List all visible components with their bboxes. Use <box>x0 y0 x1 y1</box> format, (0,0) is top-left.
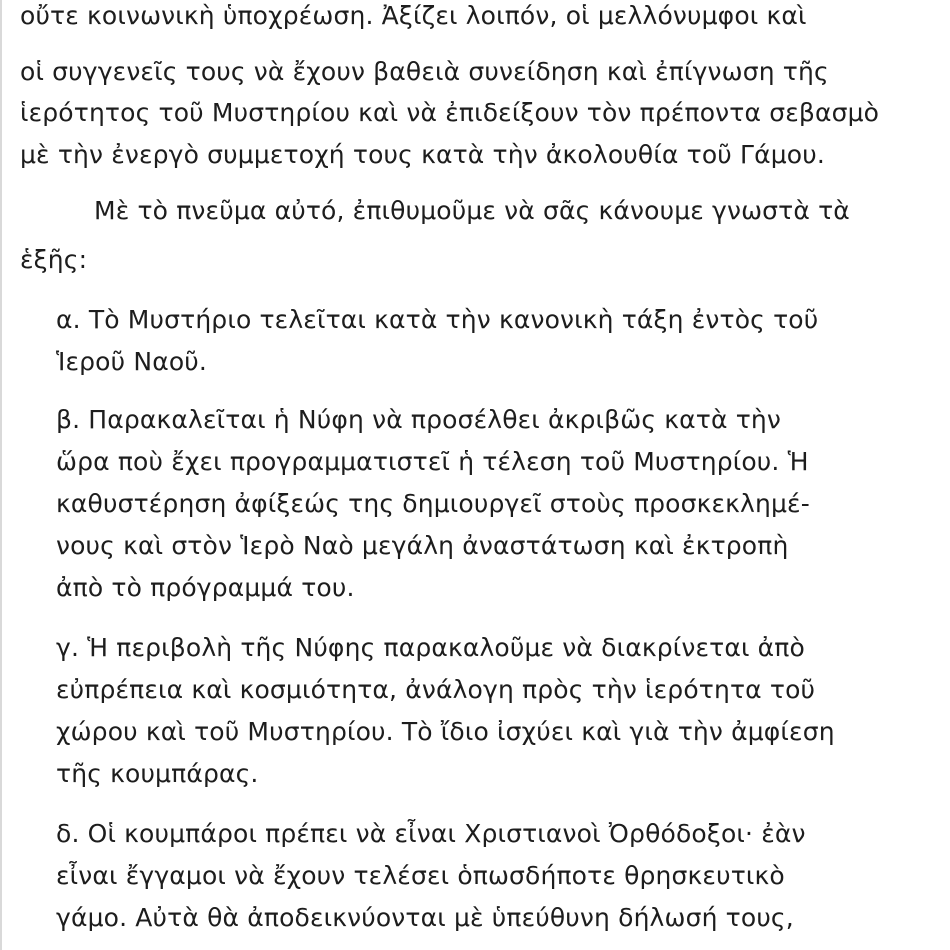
item-d-line-3: γάμο. Αὐτὰ θὰ ἀποδεικνύονται μὲ ὑπεύθυνη δήλωσή τους, <box>56 903 794 932</box>
item-b-line-1: β. Παρακαλεῖται ἡ Νύφη νὰ προσέλθει ἀκριβῶς κατὰ τὴν <box>56 405 782 434</box>
lead-line-1: Μὲ τὸ πνεῦμα αὐτό, ἐπιθυμοῦμε νὰ σᾶς κάνουμε γνωστὰ τὰ <box>94 196 850 225</box>
item-b-line-3: καθυστέρηση ἀφίξεώς της δημιουργεῖ στοὺς προσκεκλημέ- <box>56 489 810 518</box>
item-d-line-2: εἶναι ἔγγαμοι νὰ ἔχουν τελέσει ὁπωσδήποτε θρησκευτικὸ <box>56 861 785 890</box>
item-c-line-2: εὐπρέπεια καὶ κοσμιότητα, ἀνάλογη πρὸς τὴν ἱερότητα τοῦ <box>56 675 816 704</box>
item-a-line-1: α. Τὸ Μυστήριο τελεῖται κατὰ τὴν κανονικὴ τάξη ἐντὸς τοῦ <box>56 305 819 334</box>
item-c-line-3: χώρου καὶ τοῦ Μυστηρίου. Τὸ ἴδιο ἰσχύει καὶ γιὰ τὴν ἀμφίεση <box>56 717 835 746</box>
item-d-line-1: δ. Οἱ κουμπάροι πρέπει νὰ εἶναι Χριστιανοὶ Ὀρθόδοξοι· ἐὰν <box>56 819 806 848</box>
item-c-line-1: γ. Ἡ περιβολὴ τῆς Νύφης παρακαλοῦμε νὰ διακρίνεται ἀπὸ <box>56 633 805 662</box>
lead-line-2: ἑξῆς: <box>20 245 88 274</box>
item-c-line-4: τῆς κουμπάρας. <box>56 759 259 788</box>
item-b-line-5: ἀπὸ τὸ πρόγραμμά του. <box>56 573 355 602</box>
intro-line-1: οὔτε κοινωνικὴ ὑποχρέωση. Ἀξίζει λοιπόν, οἱ μελλόνυμφοι καὶ <box>20 1 807 30</box>
intro-line-3: ἱερότητος τοῦ Μυστηρίου καὶ νὰ ἐπιδείξουν τὸν πρέποντα σεβασμὸ <box>20 98 880 127</box>
page-edge-shadow <box>0 0 2 950</box>
intro-line-4: μὲ τὴν ἐνεργὸ συμμετοχή τους κατὰ τὴν ἀκολουθία τοῦ Γάμου. <box>20 140 825 169</box>
intro-line-2: οἱ συγγενεῖς τους νὰ ἔχουν βαθειὰ συνείδηση καὶ ἐπίγνωση τῆς <box>20 57 829 86</box>
item-a-line-2: Ἱεροῦ Ναοῦ. <box>56 347 207 376</box>
item-b-line-2: ὥρα ποὺ ἔχει προγραμματιστεῖ ἡ τέλεση τοῦ Μυστηρίου. Ἡ <box>56 447 809 476</box>
item-b-line-4: νους καὶ στὸν Ἱερὸ Ναὸ μεγάλη ἀναστάτωση καὶ ἐκτροπὴ <box>56 531 789 560</box>
